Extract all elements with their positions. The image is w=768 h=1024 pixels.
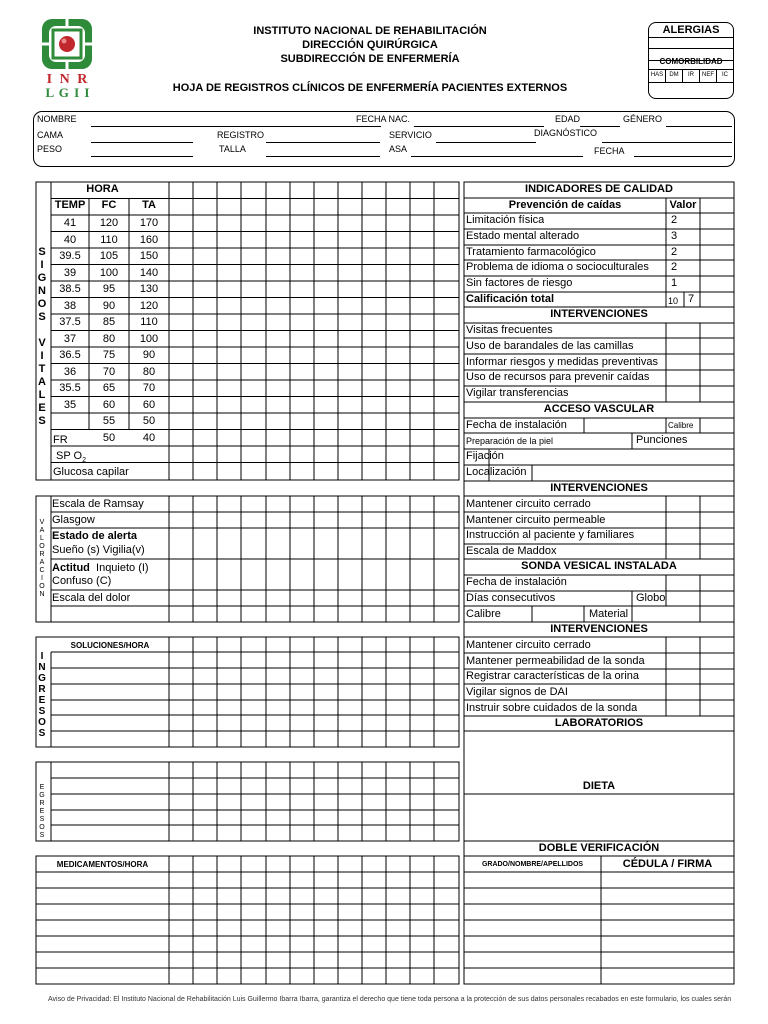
fc-value: 95 [102,283,116,295]
fc-value: 75 [102,349,116,361]
fijacion-label: Fijación [466,450,504,462]
nombre-label: NOMBRE [37,114,77,124]
temp-value: 38.5 [59,283,81,295]
sonda-fecha-label: Fecha de instalación [466,576,567,588]
valoracion-letter: I [41,575,43,582]
intervencion-sonda-item: Mantener circuito cerrado [466,639,591,651]
medicamentos-header: MEDICAMENTOS/HORA [56,860,149,869]
col-fc: FC [101,199,117,211]
ta-value: 130 [139,283,159,295]
ta-value: 160 [139,233,159,246]
signos-letter: G [37,272,47,284]
spo2-subscript: 2 [82,457,86,465]
spo2-text: SP O [56,450,83,462]
ta-value: 50 [142,415,156,427]
fc-value: 85 [102,316,116,328]
sueno-label: Sueño (s) Vigilia(v) [52,544,145,556]
fc-value: 80 [102,332,116,345]
actitud-text: Actitud [52,562,90,574]
talla-label: TALLA [219,144,246,154]
intervencion-sonda-item: Vigilar signos de DAI [466,686,568,699]
comorb-dm: DM [666,69,683,82]
fc-value: 55 [102,415,116,427]
signos-letter: T [38,363,46,375]
prevencion-item: Limitación física [466,214,545,226]
prevencion-header: Prevención de caídas [508,199,622,211]
temp-value: 36 [63,365,77,378]
estado-alerta-label: Estado de alerta [52,530,137,542]
calificacion-total-label: Calificación total [466,293,555,305]
signos-letter: V [38,337,46,349]
egresos-letter: E [39,784,45,791]
signos-letter: N [38,285,46,297]
acceso-vascular-header: ACCESO VASCULAR [543,403,655,415]
prevencion-value: 2 [671,245,678,258]
logo-text-lgii: L G I I [45,85,91,100]
valoracion-letter: A [39,527,45,534]
prevencion-value: 2 [671,261,678,274]
valoracion-letter: V [39,519,45,526]
fc-value: 105 [99,250,119,262]
signos-letter: S [38,311,46,323]
egresos-letter: S [39,832,45,839]
cedula-firma-header: CÉDULA / FIRMA [622,858,713,870]
fecha-nac-label: FECHA NAC. [356,114,411,124]
prevencion-value: 3 [671,229,678,242]
form-title: HOJA DE REGISTROS CLÍNICOS DE ENFERMERÍA PACIENTES EXTERNOS [172,82,568,94]
dieta-header: DIETA [582,780,616,792]
inquieto-text: Inquieto (I) [96,562,149,574]
fc-value: 60 [102,398,116,411]
logo-text-inr: I N R [46,72,90,87]
alergias-label: ALERGIAS [662,24,720,36]
fc-value: 120 [99,217,119,229]
ta-value: 170 [139,217,159,229]
institution-name: INSTITUTO NACIONAL DE REHABILITACIÓN [253,25,487,37]
total-max: 10 [668,296,679,306]
laboratorios-header: LABORATORIOS [554,717,644,729]
comorbilidad-label: COMORBILIDAD [659,57,723,66]
fc-value: 65 [102,382,116,394]
temp-value: 37 [63,332,77,345]
valoracion-letter: R [39,551,45,558]
intervenciones-header-2: INTERVENCIONES [550,482,648,494]
ta-value: 60 [142,398,156,411]
fc-value: 70 [102,365,116,378]
ta-value: 140 [139,266,159,279]
hora-header: HORA [86,183,119,195]
glucosa-label: Glucosa capilar [53,466,129,478]
comorb-nef: NEF [700,69,717,82]
peso-label: PESO [37,144,63,154]
comorb-ir: IR [683,69,700,82]
temp-value: 37.5 [59,316,81,328]
egresos-letter: O [39,824,45,831]
egresos-letter: E [39,808,45,815]
intervencion-av-item: Instrucción al paciente y familiares [466,529,635,542]
ingresos-letter: S [38,706,46,717]
privacy-notice: Aviso de Privacidad: El Instituto Nacional de Rehabilitación Luis Guillermo Ibarra Ibarra, garantiza el derecho que tiene toda persona a la protección de sus datos personales recabados en este formulario, los cuales serán [48,996,732,1003]
ingresos-letter: N [38,662,46,673]
ingresos-letter: I [40,651,44,662]
servicio-label: SERVICIO [389,130,432,140]
diagnostico-label: DIAGNÓSTICO [534,128,598,138]
intervencion-av-item: Escala de Maddox [466,544,557,557]
temp-value: 40 [63,233,77,246]
ta-value: 150 [139,250,159,262]
punciones-label: Punciones [636,434,688,446]
fecha-label: FECHA [594,146,625,156]
egresos-letter: R [39,800,45,807]
temp-value: 36.5 [59,349,81,361]
indicadores-title: INDICADORES DE CALIDAD [525,183,673,195]
intervenciones-header-1: INTERVENCIONES [550,308,648,320]
ta-value: 90 [142,349,156,361]
comorb-has: HAS [649,69,666,82]
intervencion-sonda-item: Mantener permeabilidad de la sonda [466,654,645,667]
valoracion-letter: N [39,591,45,598]
ramsay-label: Escala de Ramsay [52,498,144,510]
intervencion-item: Vigilar transferencias [466,387,569,400]
signos-letter: E [38,402,46,414]
localizacion-label: Localización [466,466,527,478]
globo-label: Globo [636,592,666,604]
intervencion-av-item: Mantener circuito cerrado [466,498,591,510]
sonda-header: SONDA VESICAL INSTALADA [521,560,677,572]
valoracion-letter: O [39,583,45,590]
signos-letter: I [40,259,44,271]
col-temp: TEMP [54,199,86,211]
prevencion-value: 2 [671,214,678,226]
ingresos-letter: R [38,684,46,695]
intervencion-sonda-item: Instruir sobre cuidados de la sonda [466,701,638,714]
egresos-box [36,762,459,841]
prevencion-item: Sin factores de riesgo [466,277,573,290]
ingresos-letter: O [38,717,46,728]
ingresos-letter: E [38,695,46,706]
ta-value: 110 [140,316,158,328]
calibre2-label: Calibre [466,608,501,620]
fecha-instalacion-label: Fecha de instalación [466,419,567,431]
ta-value: 70 [142,382,156,394]
intervencion-item: Uso de recursos para prevenir caídas [466,371,650,384]
temp-value: 35 [63,398,77,411]
ingresos-letter: G [38,673,46,684]
glasgow-label: Glasgow [52,514,95,526]
valoracion-letter: A [39,559,45,566]
genero-label: GÉNERO [623,114,663,124]
dolor-label: Escala del dolor [52,592,131,604]
prevencion-item: Tratamiento farmacológico [466,245,596,258]
signos-letter: L [38,389,46,401]
comorb-ic: IC [722,72,728,78]
ta-value: 40 [142,431,156,444]
dias-label: Días consecutivos [466,592,556,604]
signos-letter: S [38,246,46,258]
asa-label: ASA [389,144,408,154]
fc-value: 90 [102,299,116,312]
egresos-letter: G [39,792,45,799]
signos-letter: A [38,376,46,388]
subdirection-name: SUBDIRECCIÓN DE ENFERMERÍA [280,53,460,65]
temp-value: 38 [63,299,77,312]
confuso-label: Confuso (C) [52,575,112,587]
calibre-label: Calibre [668,421,694,430]
valor-header: Valor [669,199,697,211]
temp-value: 39.5 [59,250,81,262]
egresos-letter: S [39,816,45,823]
ta-value: 100 [139,332,159,345]
signos-letter: I [40,350,44,362]
edad-label: EDAD [555,114,581,124]
ta-value: 80 [142,365,156,378]
cama-label: CAMA [37,130,64,140]
fr-label: FR [53,434,68,446]
grado-nombre-header: GRADO/NOMBRE/APELLIDOS [481,861,584,868]
temp-value: 41 [63,217,77,229]
ta-value: 120 [139,299,159,312]
fc-value: 50 [102,431,116,444]
intervencion-item: Uso de barandales de las camillas [466,339,634,352]
temp-value: 35.5 [59,382,81,394]
registro-label: REGISTRO [217,130,265,140]
direction-name: DIRECCIÓN QUIRÚRGICA [302,39,438,51]
prevencion-value: 1 [671,277,678,290]
soluciones-header: SOLUCIONES/HORA [70,641,150,650]
doble-verificacion-header: DOBLE VERIFICACIÓN [538,842,660,854]
col-ta: TA [142,199,156,211]
intervenciones-header-3: INTERVENCIONES [550,623,648,635]
signos-letter: O [37,298,47,310]
temp-value: 39 [63,266,77,279]
intervencion-sonda-item: Registrar características de la orina [466,670,640,683]
valoracion-letter: O [39,543,45,550]
valoracion-letter: L [40,535,44,542]
intervencion-av-item: Mantener circuito permeable [466,513,606,526]
prevencion-item: Problema de idioma o socioculturales [466,261,649,274]
intervencion-item: Visitas frecuentes [466,324,553,336]
valoracion-letter: C [39,567,45,574]
ingresos-letter: S [38,728,46,739]
fc-value: 100 [99,266,119,279]
material-label: Material [589,608,629,620]
intervencion-item: Informar riesgos y medidas preventivas [466,355,658,368]
fc-value: 110 [100,233,118,246]
prep-piel-label: Preparación de la piel [466,436,554,446]
signos-letter: S [38,415,46,427]
prevencion-item: Estado mental alterado [466,229,580,242]
total-value: 7 [688,293,695,305]
